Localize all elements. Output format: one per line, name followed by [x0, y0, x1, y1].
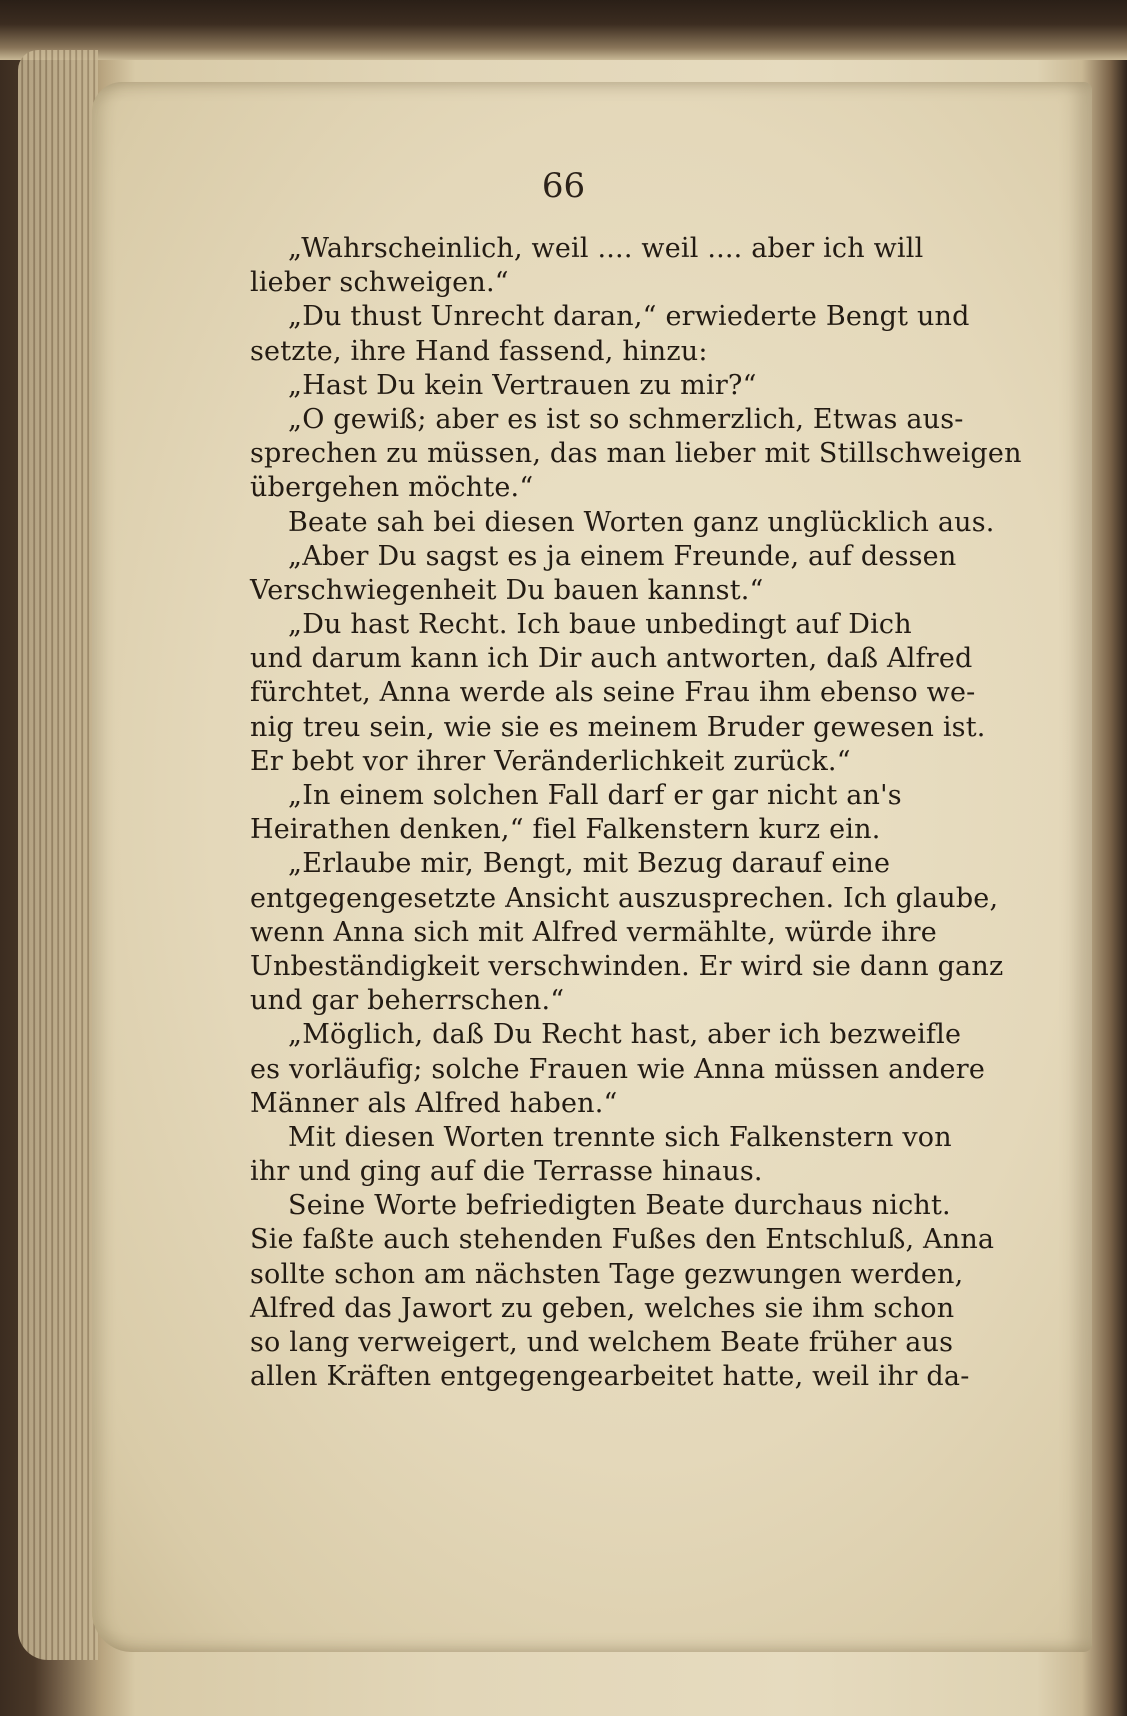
- text-line: „Wahrscheinlich, weil .... weil .... aber ich will: [288, 233, 924, 264]
- text-line: Verschwiegenheit Du bauen kannst.“: [250, 574, 764, 606]
- text-line: Alfred das Jawort zu geben, welches sie ihm schon: [250, 1292, 955, 1324]
- text-line: es vorläufig; solche Frauen wie Anna müssen andere: [250, 1053, 985, 1085]
- text-line: Beate sah bei diesen Worten ganz unglücklich aus.: [288, 506, 995, 538]
- text-line: „Aber Du sagst es ja einem Freunde, auf dessen: [288, 540, 957, 572]
- text-line: Heirathen denken,“ fiel Falkenstern kurz ein.: [250, 814, 881, 846]
- text-line: „In einem solchen Fall darf er gar nicht an's: [288, 780, 902, 811]
- text-line: lieber schweigen.“: [250, 267, 509, 299]
- text-line: übergehen möchte.“: [250, 472, 534, 504]
- book-top-edge: [0, 0, 1127, 60]
- text-line: wenn Anna sich mit Alfred vermählte, würde ihre: [250, 916, 937, 948]
- text-line: Seine Worte befriedigten Beate durchaus nicht.: [288, 1190, 951, 1222]
- text-line: sollte schon am nächsten Tage gezwungen werden,: [250, 1258, 964, 1290]
- page-number: 66: [541, 166, 586, 206]
- text-line: Unbeständigkeit verschwinden. Er wird sie dann ganz: [250, 950, 1004, 982]
- text-line: „Du thust Unrecht daran,“ erwiederte Bengt und: [288, 301, 970, 333]
- text-line: setzte, ihre Hand fassend, hinzu:: [250, 335, 708, 367]
- text-line: entgegengesetzte Ansicht auszusprechen. Ich glaube,: [250, 882, 999, 914]
- text-line: Männer als Alfred haben.“: [250, 1087, 618, 1119]
- text-line: und gar beherrschen.“: [250, 985, 565, 1017]
- text-line: Sie faßte auch stehenden Fußes den Entschluß, Anna: [250, 1224, 995, 1256]
- body-text: [250, 232, 1070, 1394]
- text-line: ihr und ging auf die Terrasse hinaus.: [250, 1156, 763, 1188]
- text-line: allen Kräften entgegengearbeitet hatte, weil ihr da-: [250, 1361, 970, 1393]
- text-line: und darum kann ich Dir auch antworten, daß Alfred: [250, 643, 973, 675]
- text-line: Er bebt vor ihrer Veränderlichkeit zurück.“: [250, 745, 851, 777]
- text-line: „Hast Du kein Vertrauen zu mir?“: [288, 369, 757, 401]
- text-line: „O gewiß; aber es ist so schmerzlich, Etwas aus-: [288, 403, 964, 435]
- text-line: „Erlaube mir, Bengt, mit Bezug darauf eine: [288, 848, 891, 880]
- text-line: „Möglich, daß Du Recht hast, aber ich bezweifle: [288, 1019, 962, 1051]
- text-line: nig treu sein, wie sie es meinem Bruder gewesen ist.: [250, 711, 986, 743]
- text-line: sprechen zu müssen, das man lieber mit Stillschweigen: [250, 438, 1022, 470]
- text-line: Mit diesen Worten trennte sich Falkenstern von: [288, 1121, 952, 1153]
- text-line: fürchtet, Anna werde als seine Frau ihm ebenso we-: [250, 677, 976, 709]
- text-line: „Du hast Recht. Ich baue unbedingt auf Dich: [288, 609, 912, 641]
- page-edges: [18, 50, 98, 1660]
- text-line: so lang verweigert, und welchem Beate früher aus: [250, 1327, 954, 1358]
